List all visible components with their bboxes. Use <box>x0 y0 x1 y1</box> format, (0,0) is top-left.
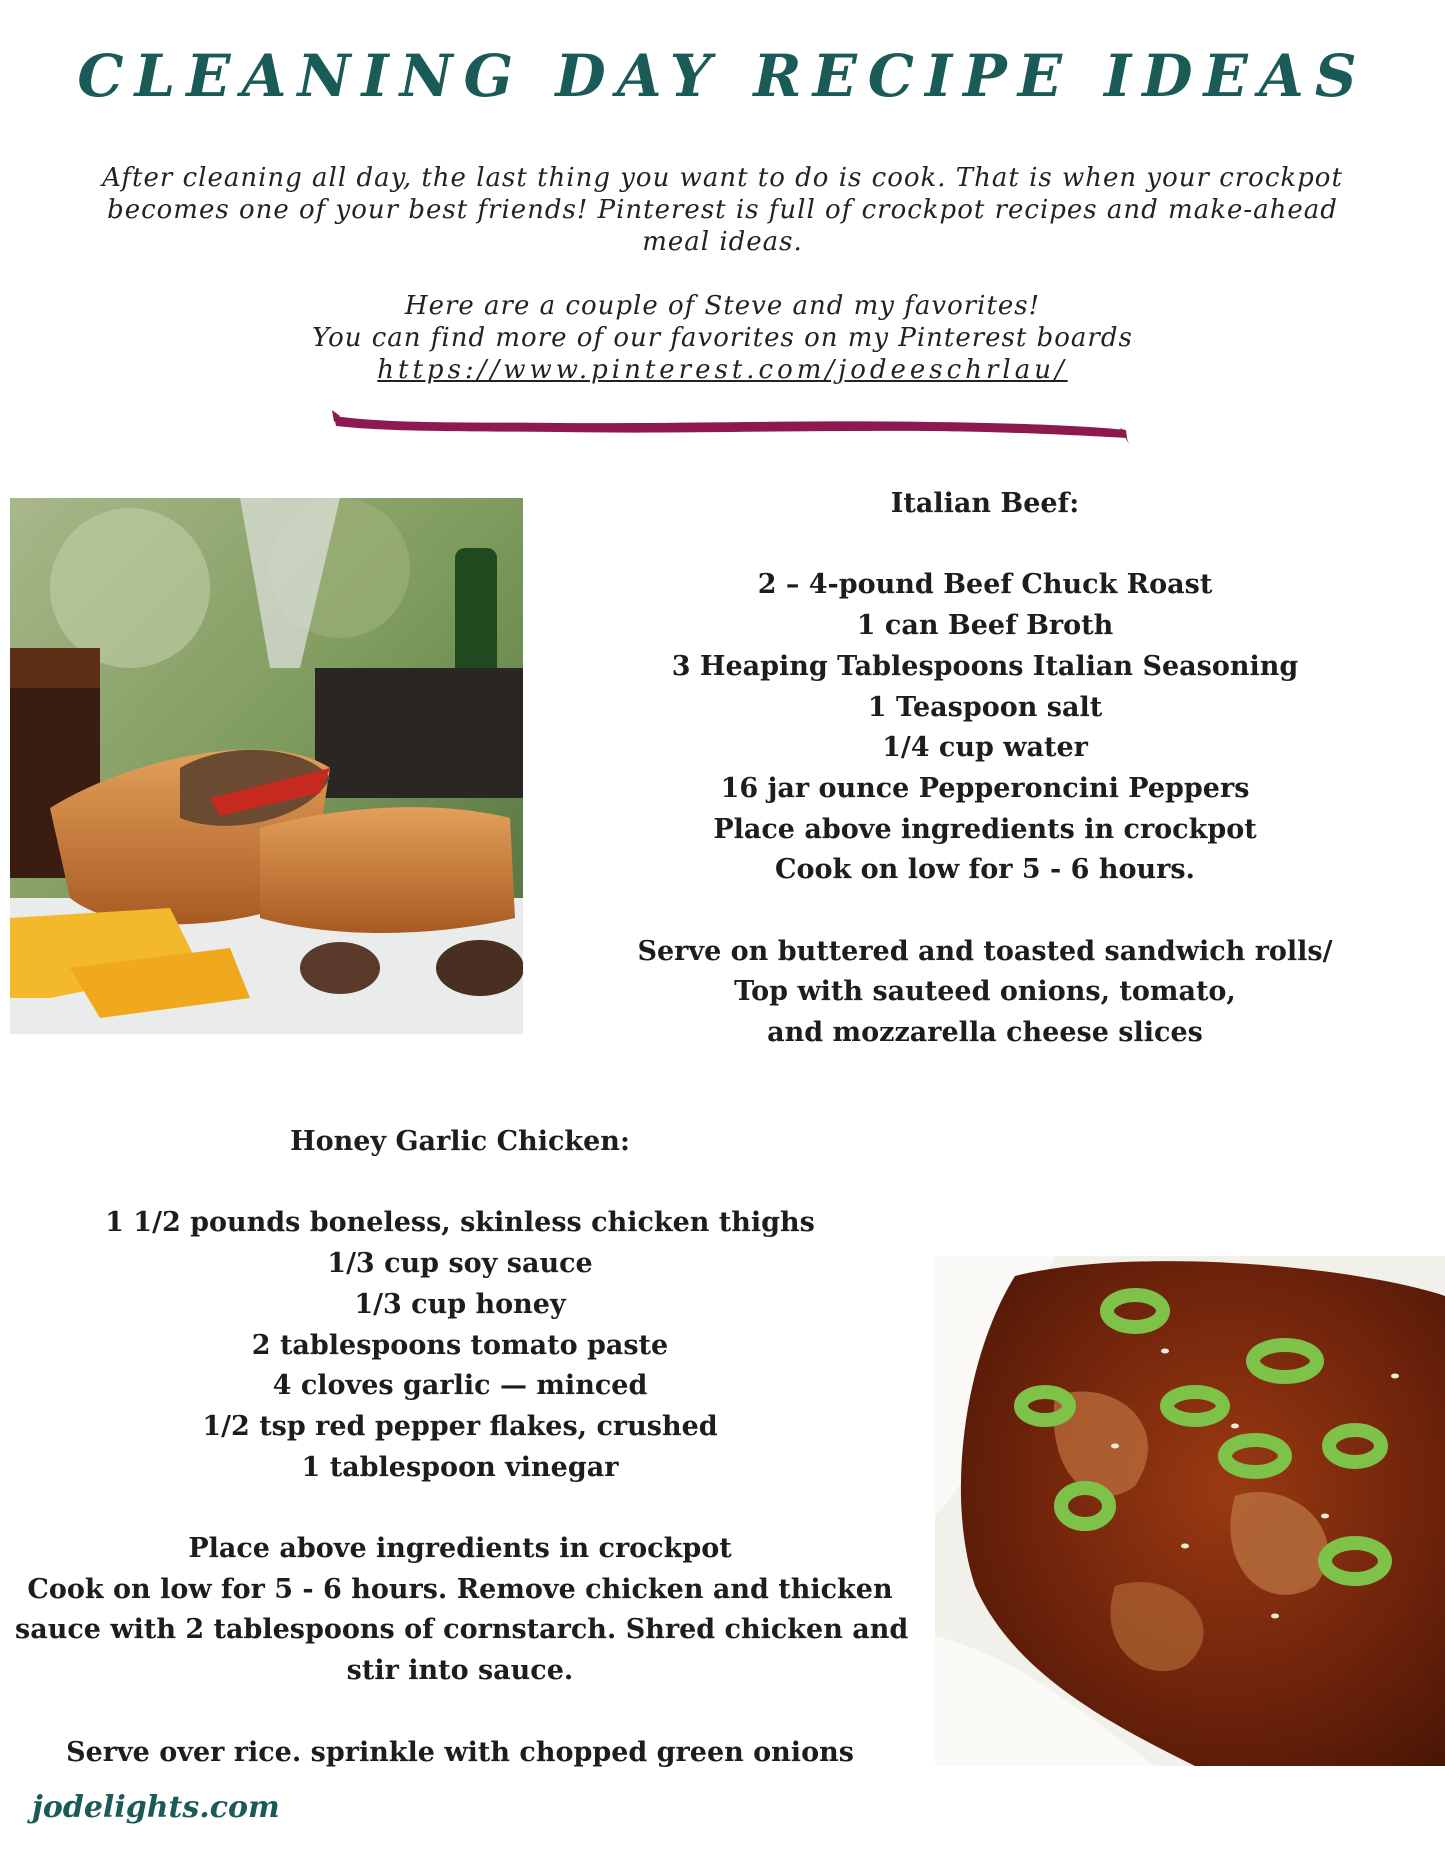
ingredient-line: Place above ingredients in crockpot <box>713 813 1257 845</box>
site-watermark[interactable]: jodelights.com <box>32 1790 280 1825</box>
ingredient-line: 16 jar ounce Pepperoncini Peppers <box>720 772 1250 804</box>
serving-line: Serve on buttered and toasted sandwich rolls/ <box>637 935 1333 967</box>
italian-beef-title: Italian Beef: <box>890 488 1080 519</box>
instruction-line: stir into sauce. <box>346 1655 574 1687</box>
ingredient-line: 2 tablespoons tomato paste <box>251 1329 669 1361</box>
italian-beef-recipe <box>585 484 1385 1054</box>
serving-line: and mozzarella cheese slices <box>767 1017 1203 1049</box>
honey-garlic-chicken-recipe <box>15 1122 909 1773</box>
ingredient-line: 1/4 cup water <box>882 732 1088 764</box>
instruction-line: Cook on low for 5 - 6 hours. Remove chicken and thicken <box>27 1573 893 1605</box>
instruction-line: Place above ingredients in crockpot <box>188 1533 732 1564</box>
ingredient-line: 3 Heaping Tablespoons Italian Seasoning <box>671 650 1299 682</box>
italian-beef-photo <box>10 498 523 1034</box>
pinterest-link[interactable]: https://www.pinterest.com/jodeeschrlau/ <box>377 355 1068 385</box>
ingredient-line: 1 can Beef Broth <box>856 610 1114 642</box>
ingredient-line: 1 Teaspoon salt <box>867 691 1103 723</box>
brush-divider <box>330 400 1130 448</box>
ingredient-line: 1/2 tsp red pepper flakes, crushed <box>202 1410 718 1442</box>
instruction-line: sauce with 2 tablespoons of cornstarch. Shred chicken and <box>15 1614 909 1646</box>
honey-garlic-chicken-title: Honey Garlic Chicken: <box>290 1126 630 1157</box>
ingredient-line: 2 – 4-pound Beef Chuck Roast <box>757 569 1213 601</box>
ingredient-line: 1 1/2 pounds boneless, skinless chicken thighs <box>105 1207 815 1239</box>
honey-garlic-chicken-photo <box>935 1256 1445 1766</box>
favorites-line-1: Here are a couple of Steve and my favorites! <box>404 291 1041 321</box>
serving-line: Top with sauteed onions, tomato, <box>734 976 1236 1008</box>
ingredient-line: 1 tablespoon vinegar <box>301 1451 619 1483</box>
serving-line: Serve over rice. sprinkle with chopped green onions <box>66 1736 854 1768</box>
favorites-line-2: You can find more of our favorites on my Pinterest boards <box>312 323 1133 353</box>
ingredient-line: 1/3 cup honey <box>354 1288 566 1320</box>
intro-text <box>80 162 1365 386</box>
page-title: CLEANING DAY RECIPE IDEAS <box>77 42 1368 110</box>
ingredient-line: Cook on low for 5 - 6 hours. <box>775 854 1195 886</box>
ingredient-line: 1/3 cup soy sauce <box>327 1248 593 1280</box>
ingredient-line: 4 cloves garlic — minced <box>272 1370 648 1402</box>
intro-paragraph: After cleaning all day, the last thing you want to do is cook. That is when your crockpot becomes one of your best friends! Pinterest is full of crockpot recipes and make-ahead meal ideas. <box>102 163 1343 257</box>
